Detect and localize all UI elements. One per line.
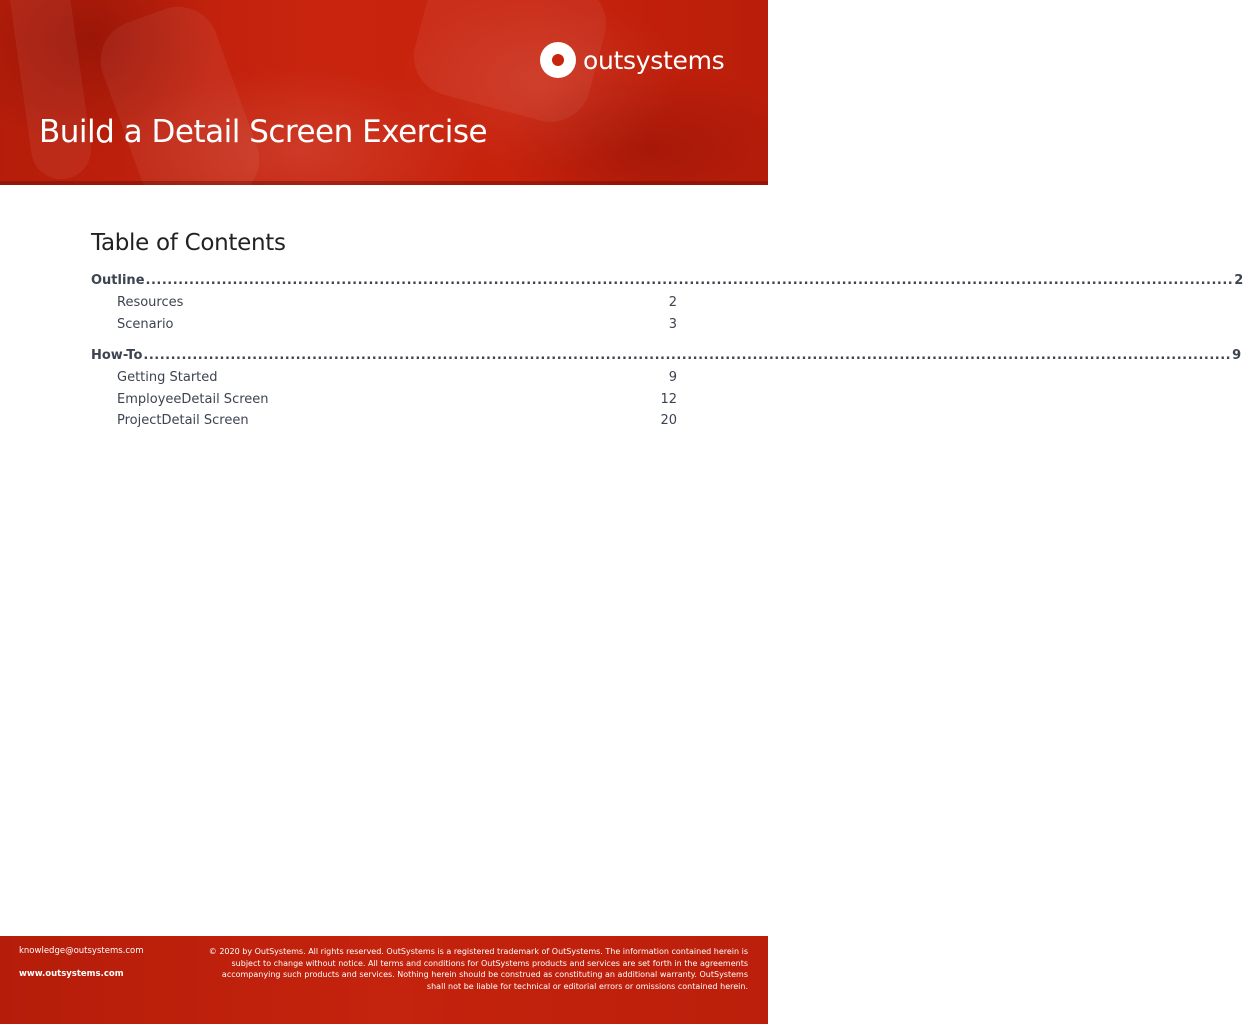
toc-entry-resources[interactable] — [91, 292, 677, 314]
banner-divider — [0, 181, 768, 185]
toc-entry-label: Scenario — [117, 316, 174, 332]
toc-entry-projectdetail-screen[interactable] — [91, 410, 677, 432]
footer-website-link[interactable]: www.outsystems.com — [19, 969, 124, 979]
toc-entry-label: Resources — [117, 295, 184, 310]
toc-entry-label: Getting Started — [117, 370, 218, 385]
brand-name: outsystems — [583, 45, 725, 75]
banner-decoration — [89, 0, 270, 224]
toc-entry-page: 12 — [660, 391, 677, 407]
toc-entry-scenario[interactable] — [91, 314, 677, 336]
outsystems-logo-icon — [540, 42, 576, 78]
toc-entry-page: 9 — [1232, 348, 1242, 363]
footer-legal-notice: © 2020 by OutSystems. All rights reserved. OutSystems is a registered trademark of OutSystems. The information contained herein is subject to change without notice. All terms and conditions for OutSystems products and services are set forth in the agreements accompanying such products and services. Nothing herein should be construed as constituting an additional warranty. OutSystems shall not be liable for technical or editorial errors or omissions contained herein. — [208, 947, 748, 991]
table-of-contents — [91, 230, 1243, 442]
toc-section-how-to — [91, 345, 1242, 432]
header-banner — [0, 0, 768, 185]
brand-logo[interactable] — [540, 42, 724, 78]
banner-decoration — [5, 0, 95, 183]
toc-entry-page: 2 — [1234, 273, 1243, 288]
toc-leader-dots: ........................................................................................................................................................................................................ — [145, 273, 1234, 288]
toc-entry-page: 9 — [668, 370, 677, 385]
toc-entry-page: 20 — [660, 413, 677, 428]
document-title: Build a Detail Screen Exercise — [39, 114, 488, 150]
toc-heading: Table of Contents — [91, 230, 286, 256]
toc-entry-label: EmployeeDetail Screen — [117, 391, 269, 407]
toc-entry-outline[interactable] — [91, 270, 1243, 292]
toc-entry-getting-started[interactable] — [91, 367, 677, 389]
toc-entry-label: How-To — [91, 348, 143, 363]
toc-leader-dots: ........................................................................................................................................................................................................ — [143, 348, 1232, 363]
toc-section-outline — [91, 270, 1243, 335]
toc-entry-label: ProjectDetail Screen — [117, 413, 249, 428]
toc-entry-page: 2 — [668, 295, 677, 310]
toc-entry-how-to[interactable] — [91, 345, 1242, 367]
page-footer — [0, 936, 768, 1024]
toc-entry-employeedetail-screen[interactable] — [91, 389, 677, 411]
toc-entry-label: Outline — [91, 273, 145, 288]
toc-entry-page: 3 — [668, 316, 677, 332]
footer-email-link[interactable]: knowledge@outsystems.com — [19, 946, 144, 956]
